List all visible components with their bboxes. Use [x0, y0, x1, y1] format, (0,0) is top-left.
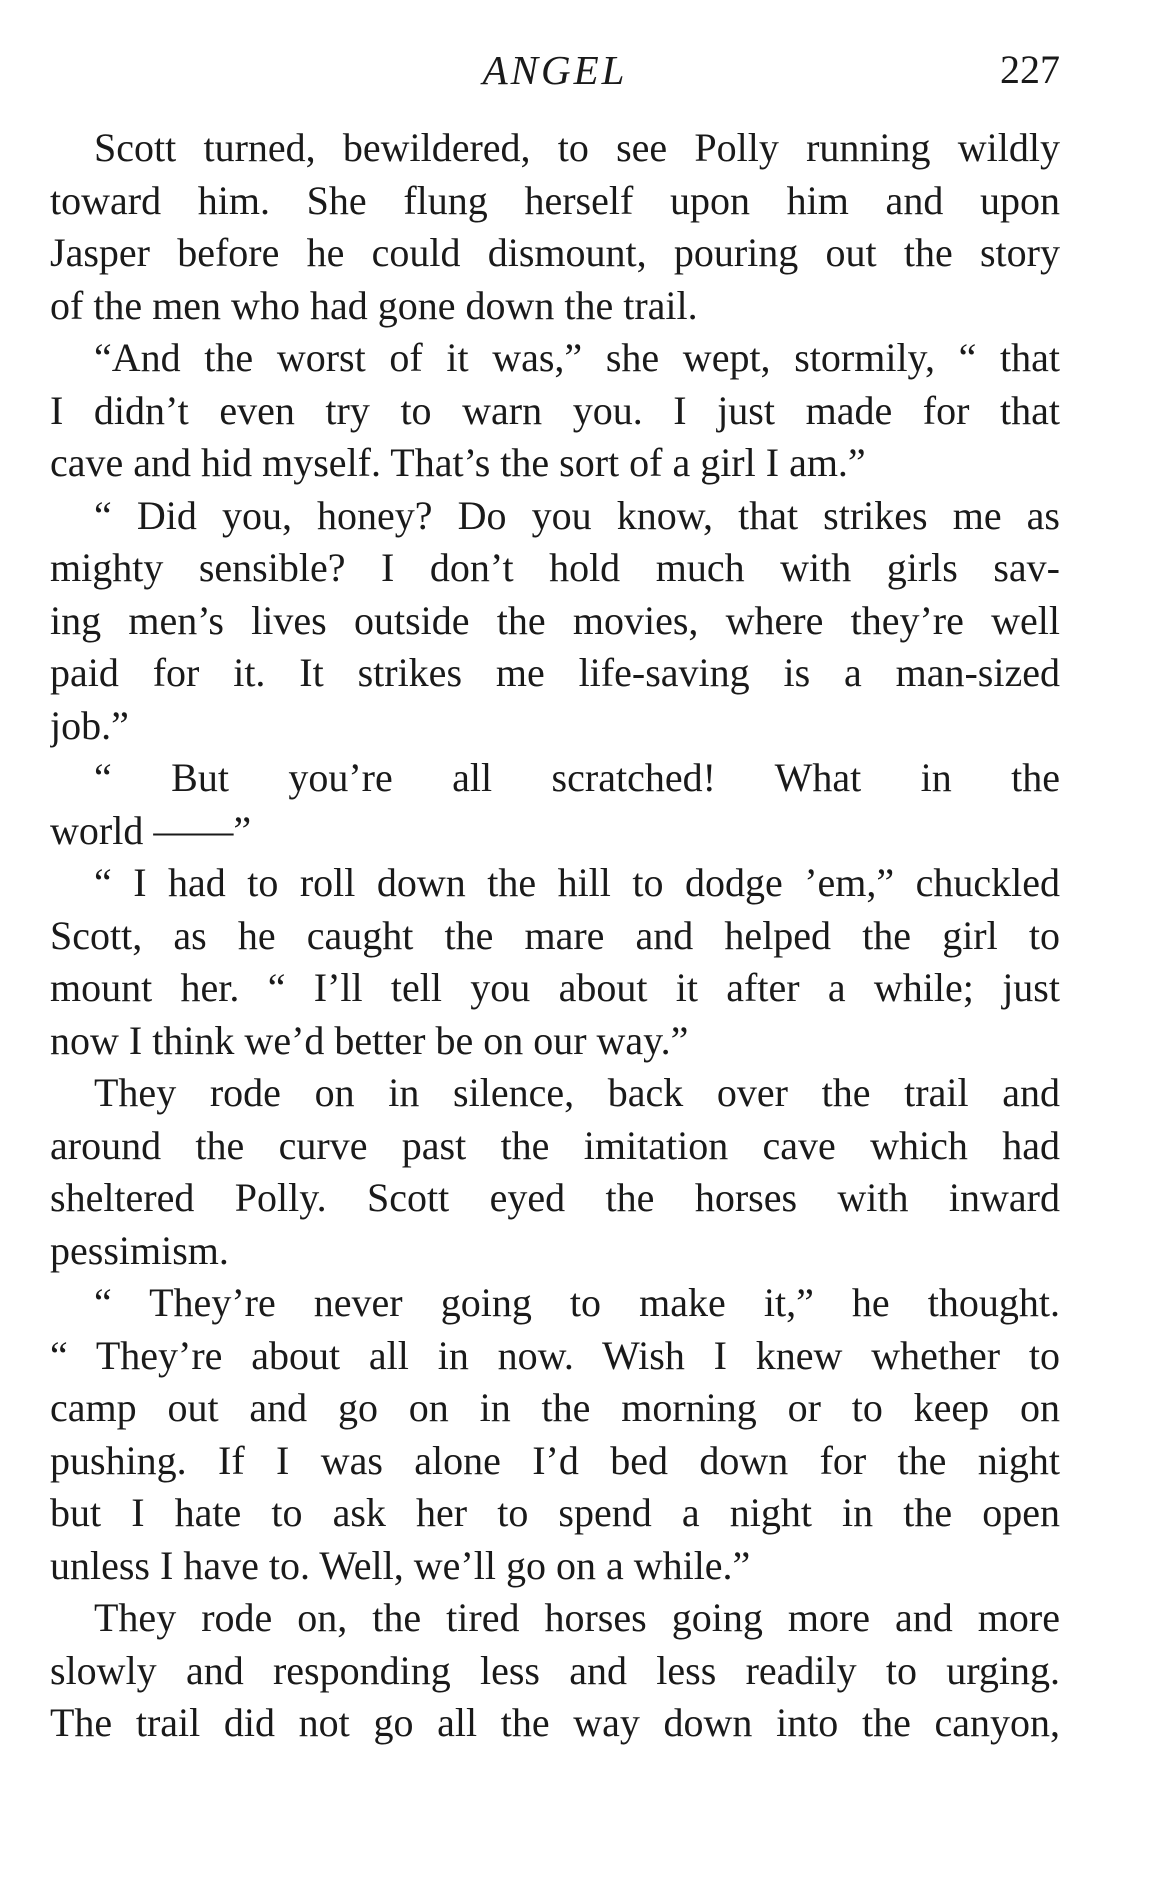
text-line: Scott turned, bewildered, to see Polly running wildly: [94, 125, 1060, 170]
text-line: mighty sensible? I don’t hold much with girls sav-: [50, 545, 1060, 590]
text-line: camp out and go on in the morning or to keep on: [50, 1385, 1060, 1430]
text-line: but I hate to ask her to spend a night in the open: [50, 1490, 1060, 1535]
text-line: “ I had to roll down the hill to dodge ’em,” chuckled: [94, 860, 1060, 905]
text-line: “ But you’re all scratched! What in the: [94, 755, 1060, 800]
text-line: job.”: [50, 702, 129, 748]
paragraph: [50, 332, 1060, 490]
text-line: They rode on in silence, back over the trail and: [94, 1070, 1060, 1115]
body-text: [50, 122, 1060, 1750]
paragraph: [50, 1067, 1060, 1277]
text-line: “ Did you, honey? Do you know, that strikes me as: [94, 492, 1060, 538]
running-title: ANGEL: [482, 47, 628, 93]
text-line: Scott, as he caught the mare and helped the girl to: [50, 912, 1060, 958]
text-line: “ They’re about all in now. Wish I knew whether to: [50, 1332, 1060, 1378]
paragraph: [50, 122, 1060, 332]
text-line: now I think we’d better be on our way.”: [50, 1017, 689, 1063]
page-number: 227: [1000, 47, 1060, 92]
text-line: I didn’t even try to warn you. I just made for that: [50, 387, 1060, 433]
text-line: sheltered Polly. Scott eyed the horses with inward: [50, 1175, 1060, 1220]
text-line: world ——”: [50, 807, 252, 853]
text-line: “And the worst of it was,” she wept, stormily, “ that: [94, 335, 1060, 380]
paragraph: [50, 1277, 1060, 1592]
paragraph: [50, 490, 1060, 753]
text-line: around the curve past the imitation cave which had: [50, 1122, 1060, 1168]
text-line: Jasper before he could dismount, pouring out the story: [50, 230, 1060, 275]
text-line: toward him. She flung herself upon him and upon: [50, 177, 1060, 223]
running-head: [50, 40, 1060, 100]
text-line: “ They’re never going to make it,” he thought.: [94, 1280, 1060, 1325]
paragraph: [50, 1592, 1060, 1750]
text-line: pessimism.: [50, 1227, 229, 1273]
text-line: unless I have to. Well, we’ll go on a while.”: [50, 1542, 751, 1588]
text-line: cave and hid myself. That’s the sort of a girl I am.”: [50, 440, 866, 485]
text-line: pushing. If I was alone I’d bed down for the night: [50, 1437, 1060, 1483]
text-line: paid for it. It strikes me life-saving is a man-sized: [50, 650, 1060, 695]
text-line: mount her. “ I’ll tell you about it after a while; just: [50, 965, 1060, 1010]
text-line: ing men’s lives outside the movies, where they’re well: [50, 597, 1060, 643]
paragraph: [50, 752, 1060, 857]
text-line: They rode on, the tired horses going more and more: [94, 1595, 1060, 1640]
text-line: slowly and responding less and less readily to urging.: [50, 1647, 1060, 1693]
text-line: of the men who had gone down the trail.: [50, 282, 698, 328]
text-line: The trail did not go all the way down into the canyon,: [50, 1700, 1060, 1745]
paragraph: [50, 857, 1060, 1067]
